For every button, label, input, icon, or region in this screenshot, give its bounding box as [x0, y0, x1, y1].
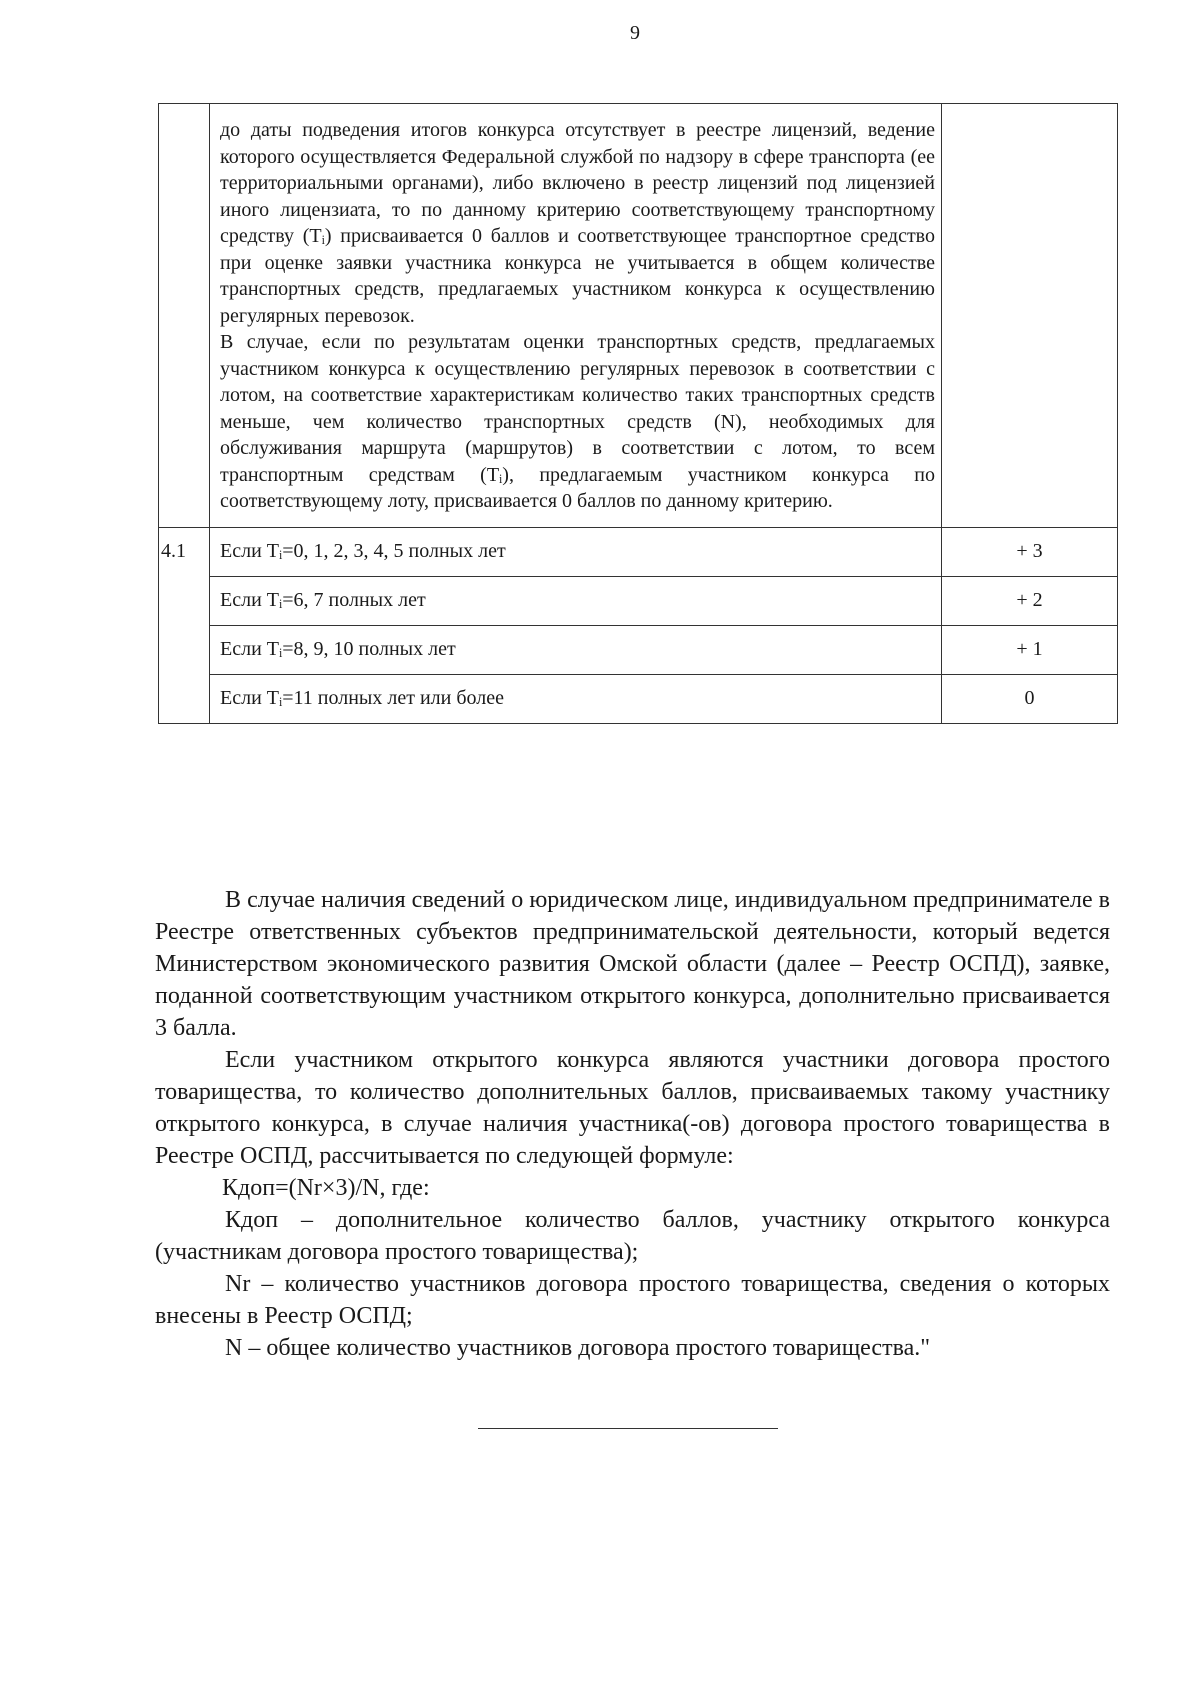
- table-row: [159, 527, 1118, 576]
- table-row: [159, 625, 1118, 674]
- condition-points: + 2: [942, 576, 1118, 625]
- condition-text: Если Tᵢ=0, 1, 2, 3, 4, 5 полных лет: [210, 527, 942, 576]
- definition-n: N – общее количество участников договора простого товарищества.": [225, 1335, 931, 1361]
- table-row: [159, 674, 1118, 723]
- table-row: [159, 576, 1118, 625]
- intro-paragraph: В случае, если по результатам оценки транспортных средств, предлагаемых участником конкурса к осуществлению регулярных перевозок в соответствии с лотом, на соответствие характеристикам количество таких транспортных средств меньше, чем количество транспортных средств (N), необходимых для обслуживания маршрута (маршрутов) в соответствии с лотом, то всем транспортным средствам (Tᵢ), предлагаемым участником конкурса по соответствующему лоту, присваивается 0 баллов по данному критерию.: [220, 331, 935, 512]
- points-cell-empty: [942, 104, 1118, 528]
- definition-kdop: Кдоп – дополнительное количество баллов, участнику открытого конкурса (участникам договора простого товарищества);: [155, 1207, 1110, 1265]
- paragraph-partnership: Если участником открытого конкурса являются участники договора простого товарищества, то количество дополнительных баллов, присваиваемых такому участнику открытого конкурса, в случае наличия участника(-ов) договора простого товарищества в Реестре ОСПД, рассчитывается по следующей формуле:: [155, 1047, 1110, 1169]
- condition-text: Если Tᵢ=8, 9, 10 полных лет: [210, 625, 942, 674]
- end-divider-line: [478, 1428, 778, 1429]
- criteria-table: [158, 103, 1118, 724]
- row-number: 4.1: [159, 527, 210, 723]
- definition-nr: Nr – количество участников договора простого товарищества, сведения о которых внесены в Реестр ОСПД;: [155, 1271, 1110, 1329]
- formula: Кдоп=(Nr×3)/N, где:: [222, 1175, 430, 1201]
- condition-points: + 1: [942, 625, 1118, 674]
- condition-text: Если Tᵢ=11 полных лет или более: [210, 674, 942, 723]
- body-text: [155, 884, 1110, 1364]
- paragraph-ospd-registry: В случае наличия сведений о юридическом лице, индивидуальном предпринимателе в Реестре ответственных субъектов предпринимательской деятельности, который ведется Министерством экономического развития Омской области (далее – Реестр ОСПД), заявке, поданной соответствующим участником открытого конкурса, дополнительно присваивается 3 балла.: [155, 887, 1110, 1041]
- condition-points: + 3: [942, 527, 1118, 576]
- intro-paragraph: до даты подведения итогов конкурса отсутствует в реестре лицензий, ведение которого осуществляется Федеральной службой по надзору в сфере транспорта (ее территориальными органами), либо включено в реестр лицензий под лицензией иного лицензиата, то по данному критерию соответствующему транспортному средству (Tᵢ) присваивается 0 баллов и соответствующее транспортное средство при оценке заявки участника конкурса не учитывается в общем количестве транспортных средств, предлагаемых участником конкурса к осуществлению регулярных перевозок.: [220, 119, 935, 327]
- row-number-cell-empty: [159, 104, 210, 528]
- page-number: 9: [630, 22, 640, 44]
- condition-points: 0: [942, 674, 1118, 723]
- intro-description-cell: [210, 104, 942, 528]
- table-row-intro: [159, 104, 1118, 528]
- condition-text: Если Tᵢ=6, 7 полных лет: [210, 576, 942, 625]
